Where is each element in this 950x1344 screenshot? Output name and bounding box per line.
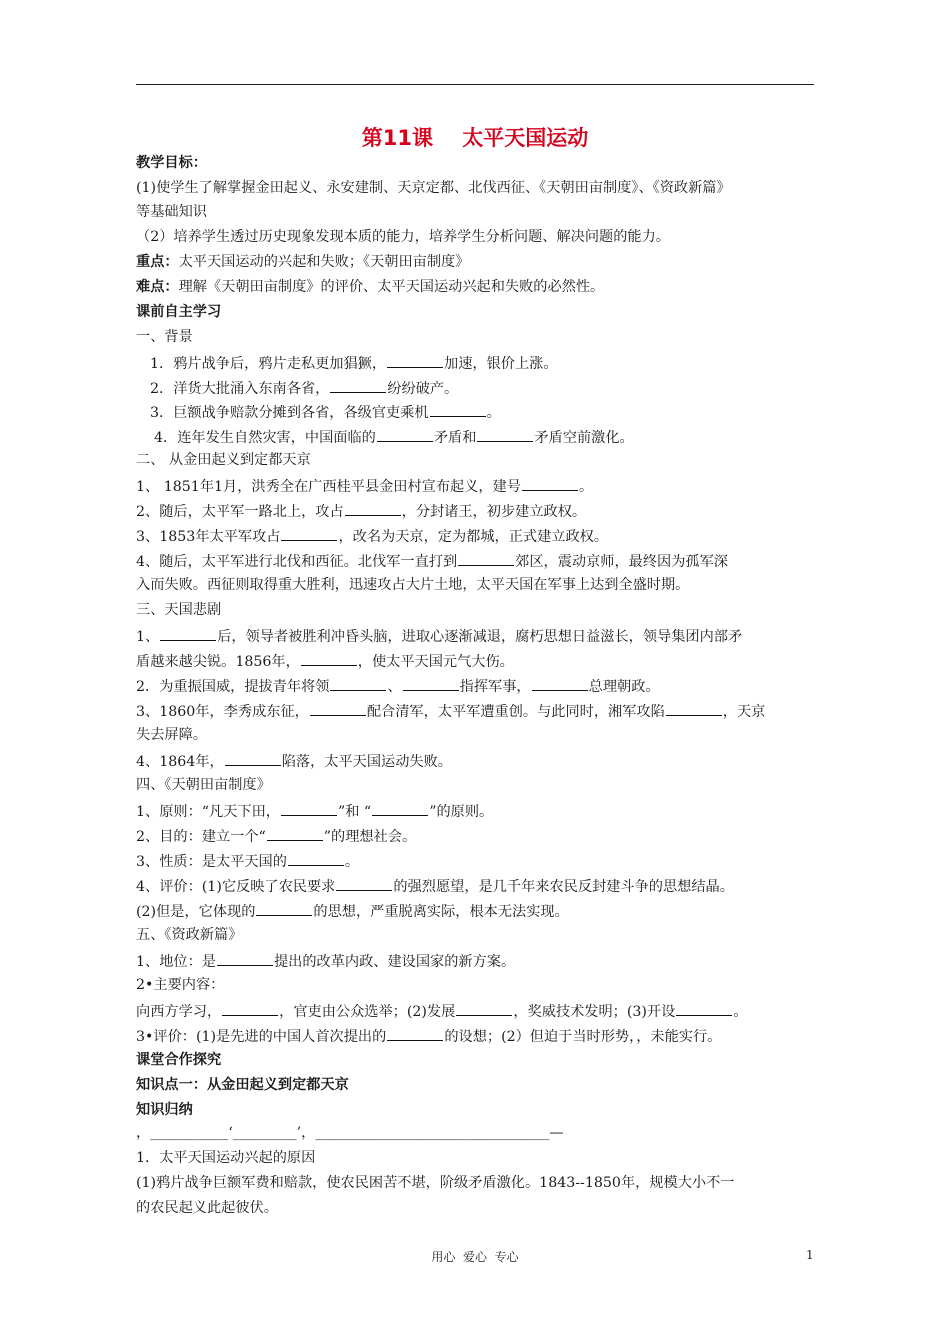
section-3-title: 三、天国悲剧 — [136, 602, 222, 618]
answer-blank[interactable] — [225, 750, 281, 766]
objective-2: （2）培养学生透过历史现象发现本质的能力，培养学生分析问题、解决问题的能力。 — [136, 229, 670, 245]
s4-line1: 1、原则：“凡天下田， ”和 “ ”的原则。 — [136, 800, 816, 822]
s2-line1: 1、 1851年1月，洪秀全在广西桂平县金田村宣布起义，建号 。 — [136, 475, 816, 497]
s4-line2: 2、目的：建立一个“ ”的理想社会。 — [136, 825, 816, 847]
s4-line5: (2)但是，它体现的 的思想，严重脱离实际，根本无法实现。 — [136, 900, 816, 922]
s1-line4: 4．连年发生自然灾害，中国面临的 矛盾和 矛盾空前激化。 — [154, 426, 834, 448]
preview-heading: 课前自主学习 — [136, 304, 222, 320]
answer-blank[interactable] — [430, 401, 486, 417]
s4-line3: 3、性质：是太平天国的 。 — [136, 850, 816, 872]
s3-line2: 盾越来越尖锐。1856年， ，使太平天国元气大伤。 — [136, 650, 816, 672]
s1-line2: 2．洋货大批涌入东南各省， 纷纷破产。 — [150, 377, 830, 399]
answer-blank[interactable] — [403, 675, 459, 691]
difficulty-text: 理解《天朝田亩制度》的评价、太平天国运动兴起和失败的必然性。 — [178, 279, 605, 295]
s1-line3: 3．巨额战争赔款分摊到各省，各级官吏乘机 。 — [150, 401, 830, 423]
page-number: 1 — [806, 1248, 814, 1262]
s2-line5: 入而失败。西征则取得重大胜利，迅速攻占大片土地，太平天国在军事上达到全盛时期。 — [136, 577, 690, 593]
s5-line4: 3•评价：(1)是先进的中国人首次提出的 的设想；(2）但迫于当时形势，，未能实行。 — [136, 1025, 816, 1047]
key-point — [136, 252, 816, 272]
answer-blank[interactable] — [676, 1000, 732, 1016]
answer-blank[interactable] — [522, 475, 578, 491]
answer-blank[interactable] — [532, 675, 588, 691]
answer-blank[interactable] — [160, 625, 216, 641]
key-text: 太平天国运动的兴起和失败；《天朝田亩制度》 — [178, 254, 470, 270]
s4-line4: 4、评价：(1)它反映了农民要求 的强烈愿望，是几千年来农民反封建斗争的思想结晶。 — [136, 875, 816, 897]
section-5-title: 五、《资政新篇》 — [136, 927, 243, 943]
section-1-title: 一、背景 — [136, 329, 193, 345]
answer-blank[interactable] — [330, 377, 386, 393]
answer-blank[interactable] — [387, 1025, 443, 1041]
footer-text: 用心 爱心 专心 — [431, 1250, 519, 1264]
answer-blank[interactable] — [377, 426, 433, 442]
answer-blank[interactable] — [217, 950, 273, 966]
difficulty-point — [136, 277, 816, 297]
page-title: 第11课 太平天国运动 — [361, 126, 589, 150]
header-rule — [136, 84, 814, 85]
s2-line2: 2、随后，太平军一路北上，攻占 ，分封诸王，初步建立政权。 — [136, 500, 816, 522]
answer-blank[interactable] — [222, 1000, 278, 1016]
s5-line3: 向西方学习， ，官吏由公众选举；(2)发展 ，奖威技术发明；(3)开设 。 — [136, 1000, 816, 1022]
knowledge-point-1: 知识点一：从金田起义到定都天京 — [136, 1077, 349, 1093]
objective-1a: (1)使学生了解掌握金田起义、永安建制、天京定都、北伐西征、《天朝田亩制度》、《资政新篇》 — [136, 180, 731, 196]
answer-blank[interactable] — [310, 700, 366, 716]
section-4-title: 四、《天朝田亩制度》 — [136, 777, 271, 793]
classroom-heading: 课堂合作探究 — [136, 1052, 222, 1068]
answer-blank[interactable] — [267, 825, 323, 841]
answer-blank[interactable] — [477, 426, 533, 442]
s3-line1: 1、 后，领导者被胜利冲昏头脑，进取心逐渐减退，腐朽思想日益滋长，领导集团内部矛 — [136, 625, 816, 647]
s3-line5: 失去屏障。 — [136, 727, 207, 743]
s5-line1: 1、地位：是 提出的改革内政、建设国家的新方案。 — [136, 950, 816, 972]
s2-line4: 4、随后，太平军进行北伐和西征。北伐军一直打到 郊区，震动京师，最终因为孤军深 — [136, 550, 816, 572]
cause-line-2: 的农民起义此起彼伏。 — [136, 1200, 278, 1216]
answer-blank[interactable] — [281, 525, 337, 541]
objectives-heading: 教学目标： — [136, 155, 207, 171]
cause-title: 1．太平天国运动兴起的原因 — [136, 1150, 316, 1166]
answer-blank[interactable] — [372, 800, 428, 816]
section-2-title: 二、 从金田起义到定都天京 — [136, 452, 311, 468]
s3-line3: 2．为重振国威，提拔青年将领 、 指挥军事， 总理朝政。 — [136, 675, 816, 697]
answer-blank[interactable] — [301, 650, 357, 666]
s5-line2: 2•主要内容： — [136, 977, 225, 993]
objective-1b: 等基础知识 — [136, 204, 207, 220]
answer-blank[interactable] — [387, 352, 443, 368]
cause-line-1: (1)鸦片战争巨额军费和赔款，使农民困苦不堪，阶级矛盾激化。1843--1850年，规模大小不一 — [136, 1175, 735, 1191]
answer-blank[interactable] — [288, 850, 344, 866]
s1-line1: 1．鸦片战争后，鸦片走私更加猖獗， 加速，银价上涨。 — [150, 352, 830, 374]
answer-blank[interactable] — [256, 900, 312, 916]
answer-blank[interactable] — [458, 550, 514, 566]
s2-line3: 3、1853年太平军攻占 ，改名为天京，定为都城，正式建立政权。 — [136, 525, 816, 547]
answer-blank[interactable] — [666, 700, 722, 716]
answer-blank[interactable] — [330, 675, 386, 691]
key-label: 重点： — [136, 254, 179, 270]
knowledge-summary: 知识归纳 — [136, 1102, 193, 1118]
answer-blank[interactable] — [456, 1000, 512, 1016]
s3-line6: 4、1864年， 陷落，太平天国运动失败。 — [136, 750, 816, 772]
answer-blank[interactable] — [336, 875, 392, 891]
answer-blank[interactable] — [345, 500, 401, 516]
s3-line4: 3、1860年，李秀成东征， 配合清军，太平军遭重创。与此同时，湘军攻陷 ，天京 — [136, 700, 816, 722]
answer-blank[interactable] — [281, 800, 337, 816]
difficulty-label: 难点： — [136, 279, 179, 295]
summary-dash-line: ，___________‘_________’，_________________________________— — [136, 1125, 564, 1141]
